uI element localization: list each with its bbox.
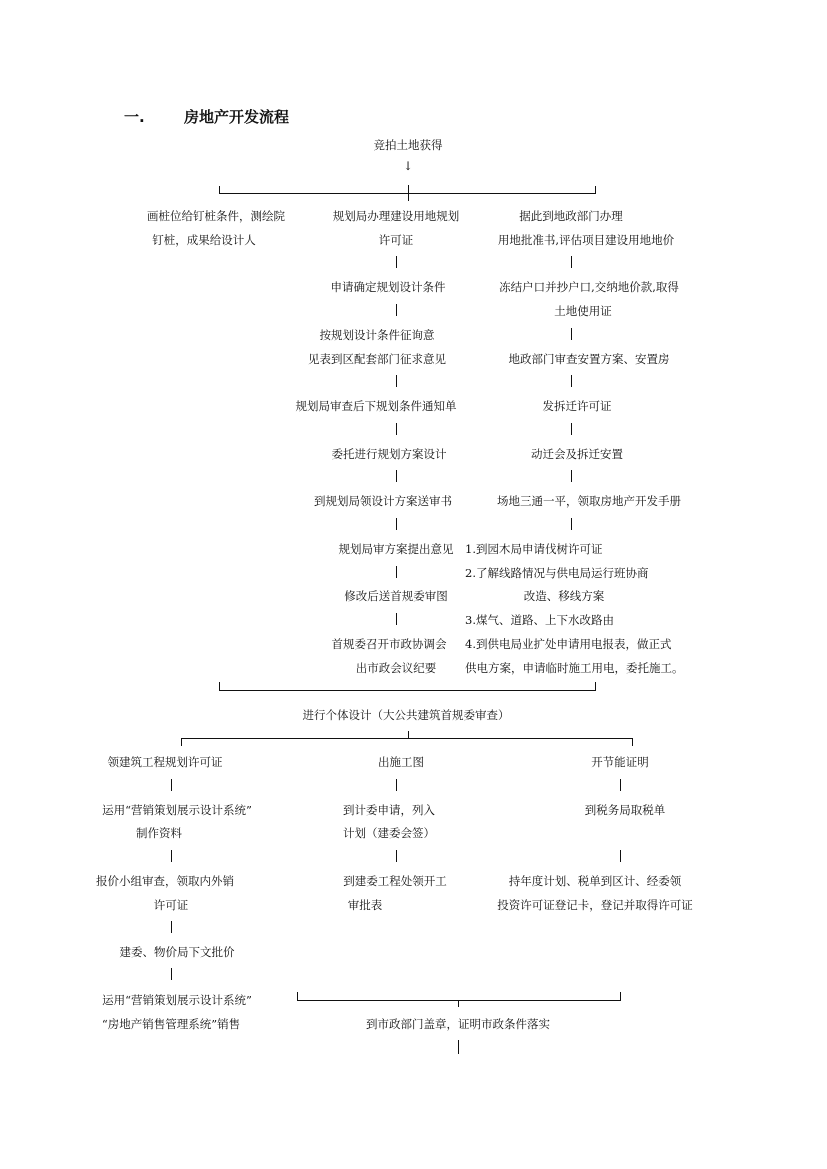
- right-connector: [571, 470, 572, 482]
- lower-left-connector: [171, 968, 172, 980]
- mid-step-9-line-1: 首规委召开市政协调会: [331, 637, 447, 651]
- right-connector: [571, 423, 572, 435]
- lower-mid-step-3-line-2: 审批表: [347, 898, 383, 912]
- lower-left-step-3-line-1: 报价小组审查，领取内外销: [96, 874, 234, 888]
- merge-bracket-line: [219, 690, 596, 691]
- mid-connector: [396, 375, 397, 387]
- right-step-8-line-1: 2.了解线路情况与供电局运行班协商: [465, 566, 649, 580]
- top-bracket-left-tick: [219, 186, 220, 194]
- mid-step-5: 委托进行规划方案设计: [331, 447, 447, 461]
- top-bracket-right-tick: [595, 186, 596, 194]
- down-arrow-icon: ↓: [402, 159, 414, 173]
- final-step: 到市政部门盖章，证明市政条件落实: [366, 1017, 550, 1031]
- lower-mid-step-2-line-1: 到计委申请，列入: [343, 803, 435, 817]
- right-step-2-line-2: 土地使用证: [554, 304, 612, 318]
- right-step-6: 场地三通一平，领取房地产开发手册: [497, 494, 681, 508]
- top-bracket-center-tick: [408, 185, 409, 201]
- split-bracket-line: [181, 738, 633, 739]
- lower-mid-step-3-line-1: 到建委工程处领开工: [343, 874, 447, 888]
- lower-left-connector: [171, 921, 172, 933]
- lower-left-step-5-line-1: 运用“营销策划展示设计系统”: [102, 993, 252, 1007]
- design-step: 进行个体设计（大公共建筑首规委审查）: [302, 708, 510, 722]
- lower-left-step-1: 领建筑工程规划许可证: [107, 755, 223, 769]
- right-connector: [571, 256, 572, 268]
- mid-step-4: 规划局审查后下规划条件通知单: [295, 399, 457, 413]
- mid-connector: [396, 470, 397, 482]
- mid-step-3-line-2: 见表到区配套部门征求意见: [308, 352, 446, 366]
- lower-right-connector: [620, 850, 621, 862]
- split-bracket-left-tick: [181, 738, 182, 746]
- split-bracket-center-tick: [408, 731, 409, 739]
- right-step-10-line-1: 4.到供电局业扩处申请用电报表，做正式: [465, 637, 672, 651]
- right-step-3: 地政部门审查安置方案、安置房: [508, 352, 670, 366]
- lower-left-connector: [171, 779, 172, 791]
- lower-right-step-3-line-2: 投资许可证登记卡，登记并取得许可证: [497, 898, 693, 912]
- mid-connector: [396, 518, 397, 530]
- mid-connector: [396, 423, 397, 435]
- mid-step-2: 申请确定规划设计条件: [330, 280, 446, 294]
- mid-step-8: 修改后送首规委审图: [344, 589, 448, 603]
- left-step-1-line-1: 画桩位给钉桩条件，测绘院: [147, 209, 285, 223]
- right-step-10-line-2: 供电方案，申请临时施工用电，委托施工。: [465, 661, 684, 675]
- right-step-7: 1.到园木局申请伐树许可证: [465, 542, 603, 556]
- lower-mid-connector: [396, 850, 397, 862]
- page-title: 房地产开发流程: [184, 108, 290, 126]
- lower-mid-step-1: 出施工图: [378, 755, 424, 769]
- right-step-4: 发拆迁许可证: [542, 399, 612, 413]
- lower-right-connector: [620, 779, 621, 791]
- lower-left-step-4: 建委、物价局下文批价: [119, 945, 235, 959]
- mid-step-1-line-1: 规划局办理建设用地规划: [332, 209, 460, 223]
- mid-connector: [396, 304, 397, 316]
- mid-connector: [396, 256, 397, 268]
- merge-bracket-left-tick: [219, 682, 220, 691]
- left-step-1-line-2: 钉桩，成果给设计人: [152, 233, 256, 247]
- merge-bracket-right-tick: [595, 682, 596, 691]
- right-step-2-line-1: 冻结户口并抄户口,交纳地价款,取得: [499, 280, 679, 294]
- right-connector: [571, 328, 572, 340]
- final-bracket-left-tick: [297, 992, 298, 1001]
- lower-right-step-2: 到税务局取税单: [584, 803, 666, 817]
- lower-mid-connector: [396, 779, 397, 791]
- right-step-5: 动迁会及拆迁安置: [531, 447, 623, 461]
- final-bracket-center-tick: [458, 1000, 459, 1007]
- split-bracket-right-tick: [632, 738, 633, 746]
- mid-step-9-line-2: 出市政会议纪要: [355, 661, 437, 675]
- heading-number: 一.: [124, 108, 145, 126]
- mid-connector: [396, 613, 397, 625]
- lower-left-step-2-line-1: 运用“营销策划展示设计系统”: [102, 803, 252, 817]
- right-step-1-line-2: 用地批准书,评估项目建设用地地价: [497, 233, 675, 247]
- lower-left-step-2-line-2: 制作资料: [136, 826, 182, 840]
- final-bracket-line: [297, 1000, 621, 1001]
- lower-left-step-5-line-2: “房地产销售管理系统”销售: [101, 1017, 241, 1031]
- lower-right-step-3-line-1: 持年度计划、税单到区计、经委领: [508, 874, 682, 888]
- mid-connector: [396, 566, 397, 578]
- right-connector: [571, 375, 572, 387]
- lower-right-step-1: 开节能证明: [591, 755, 649, 769]
- start-step: 竞拍土地获得: [373, 138, 443, 152]
- right-step-9: 3.煤气、道路、上下水改路由: [465, 613, 614, 627]
- right-connector: [571, 518, 572, 530]
- mid-step-7: 规划局审方案提出意见: [338, 542, 454, 556]
- final-connector: [458, 1040, 459, 1054]
- right-step-8-line-2: 改造、移线方案: [523, 589, 605, 603]
- mid-step-6: 到规划局领设计方案送审书: [314, 494, 452, 508]
- mid-step-1-line-2: 许可证: [378, 233, 414, 247]
- final-bracket-right-tick: [620, 992, 621, 1001]
- lower-mid-step-2-line-2: 计划（建委会签）: [343, 826, 435, 840]
- mid-step-3-line-1: 按规划设计条件征询意: [319, 328, 435, 342]
- right-step-1-line-1: 据此到地政部门办理: [519, 209, 623, 223]
- lower-left-step-3-line-2: 许可证: [153, 898, 189, 912]
- lower-left-connector: [171, 850, 172, 862]
